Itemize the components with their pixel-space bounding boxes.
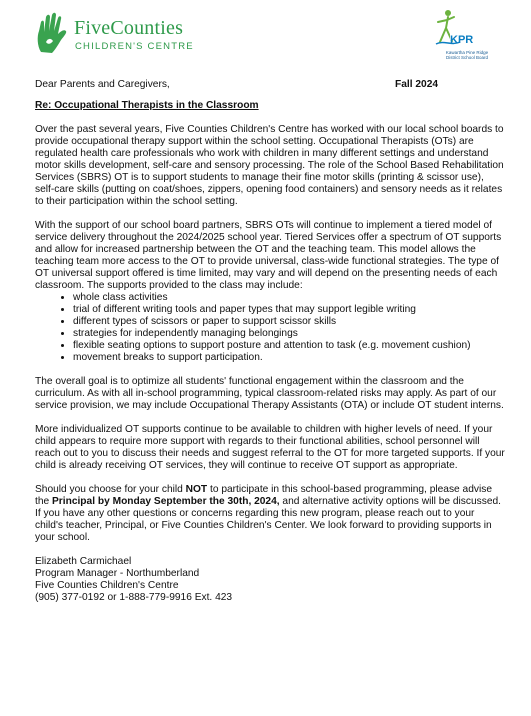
p5-principal-deadline: Principal by Monday September the 30th, 2024, [52,496,280,507]
logo-name: FiveCounties [74,17,184,39]
list-item: • strategies for independently managing belongings [73,328,505,340]
signature-block [35,556,505,604]
letterhead [0,0,531,78]
p5-text-b: to participate in this school-based programming, please advise the [35,484,492,507]
list-item: • different types of scissors or paper to support scissor skills [73,316,505,328]
green-hand-logo-icon [34,12,70,56]
list-item: • movement breaks to support participation. [73,352,505,364]
kpr-line-2: District School Board [445,55,489,60]
support-list [35,292,505,364]
paragraph-3: The overall goal is to optimize all students' functional engagement within the classroom and the curriculum. As with all in-school programming, typical classroom-related risks may apply. As part of our service provision, we may include Occupational Therapy Assistants (OTA) or include OT student interns. [35,376,504,411]
letter-date: Fall 2024 [395,79,439,90]
p5-text-c: and alternative activity options will be discussed. If you have any other questions or concerns regarding this new program, please reach out to your child's teacher, Principal, or Five Counties Children's Center. We look forward to providing supports in your school. [35,496,502,543]
logo-subtitle: CHILDREN'S CENTRE [75,41,194,52]
signature-title: Program Manager - Northumberland [35,568,200,579]
signature-phone: (905) 377-0192 or 1-888-779-9916 Ext. 423 [35,592,233,603]
kpr-line-1: Kawartha Pine Ridge [445,50,489,55]
signature-name: Elizabeth Carmichael [35,556,132,567]
greeting: Dear Parents and Caregivers, [35,79,170,90]
kpr-logo [420,8,500,74]
p5-text-a: Should you choose for your child [35,484,186,495]
subject-line: Re: Occupational Therapists in the Classroom [35,100,259,111]
paragraph-2: With the support of our school board partners, SBRS OTs will continue to implement a tiered model of service delivery throughout the 2024/2025 school year. Tiered Services offer a spectrum of OT supports and allow for increased partnership between the OT and the teaching team. This model allows the teaching team more access to the OT to provide universal, class-wide functional strategies. The type of OT universal support offered is time limited, may vary and will depend on the presenting needs of each classroom. The supports provided to the class may include: [35,220,502,291]
list-item: • trial of different writing tools and paper types that may support legible writing [73,304,505,316]
paragraph-4: More individualized OT supports continue to be available to children with higher levels of need. If your child appears to require more support with regards to their functional abilities, school personnel will reach out to you to discuss their needs and suggest referral to the OT for more targeted supports. If your child is already receiving OT services, they will continue to receive OT support as appropriate. [35,424,505,471]
signature-org: Five Counties Children's Centre [35,580,179,591]
kpr-letters: KPR [450,34,474,46]
letter-body [35,79,505,604]
greeting-row [35,79,505,91]
list-item: • flexible seating options to support posture and attention to task (e.g. movement cushion) [73,340,505,352]
paragraph-5 [35,484,505,544]
five-counties-logo [34,12,224,56]
paragraph-1: Over the past several years, Five Counties Children's Centre has worked with our local school boards to provide occupational therapy support within the school setting. Occupational Therapists (OTs) are regulated health care professionals who work with children in many different settings and understand motor skills development, self-care and sensory processing. The role of the School Based Rehabilitation Services (SBRS) OT is to support students to manage their fine motor skills (printing & scissor use), self-care skills (putting on coat/shoes, zippers, opening food containers) and sensory needs as it relates to their participation within the school setting. [35,124,504,207]
list-item: • whole class activities [73,292,505,304]
p5-not: NOT [185,484,208,495]
